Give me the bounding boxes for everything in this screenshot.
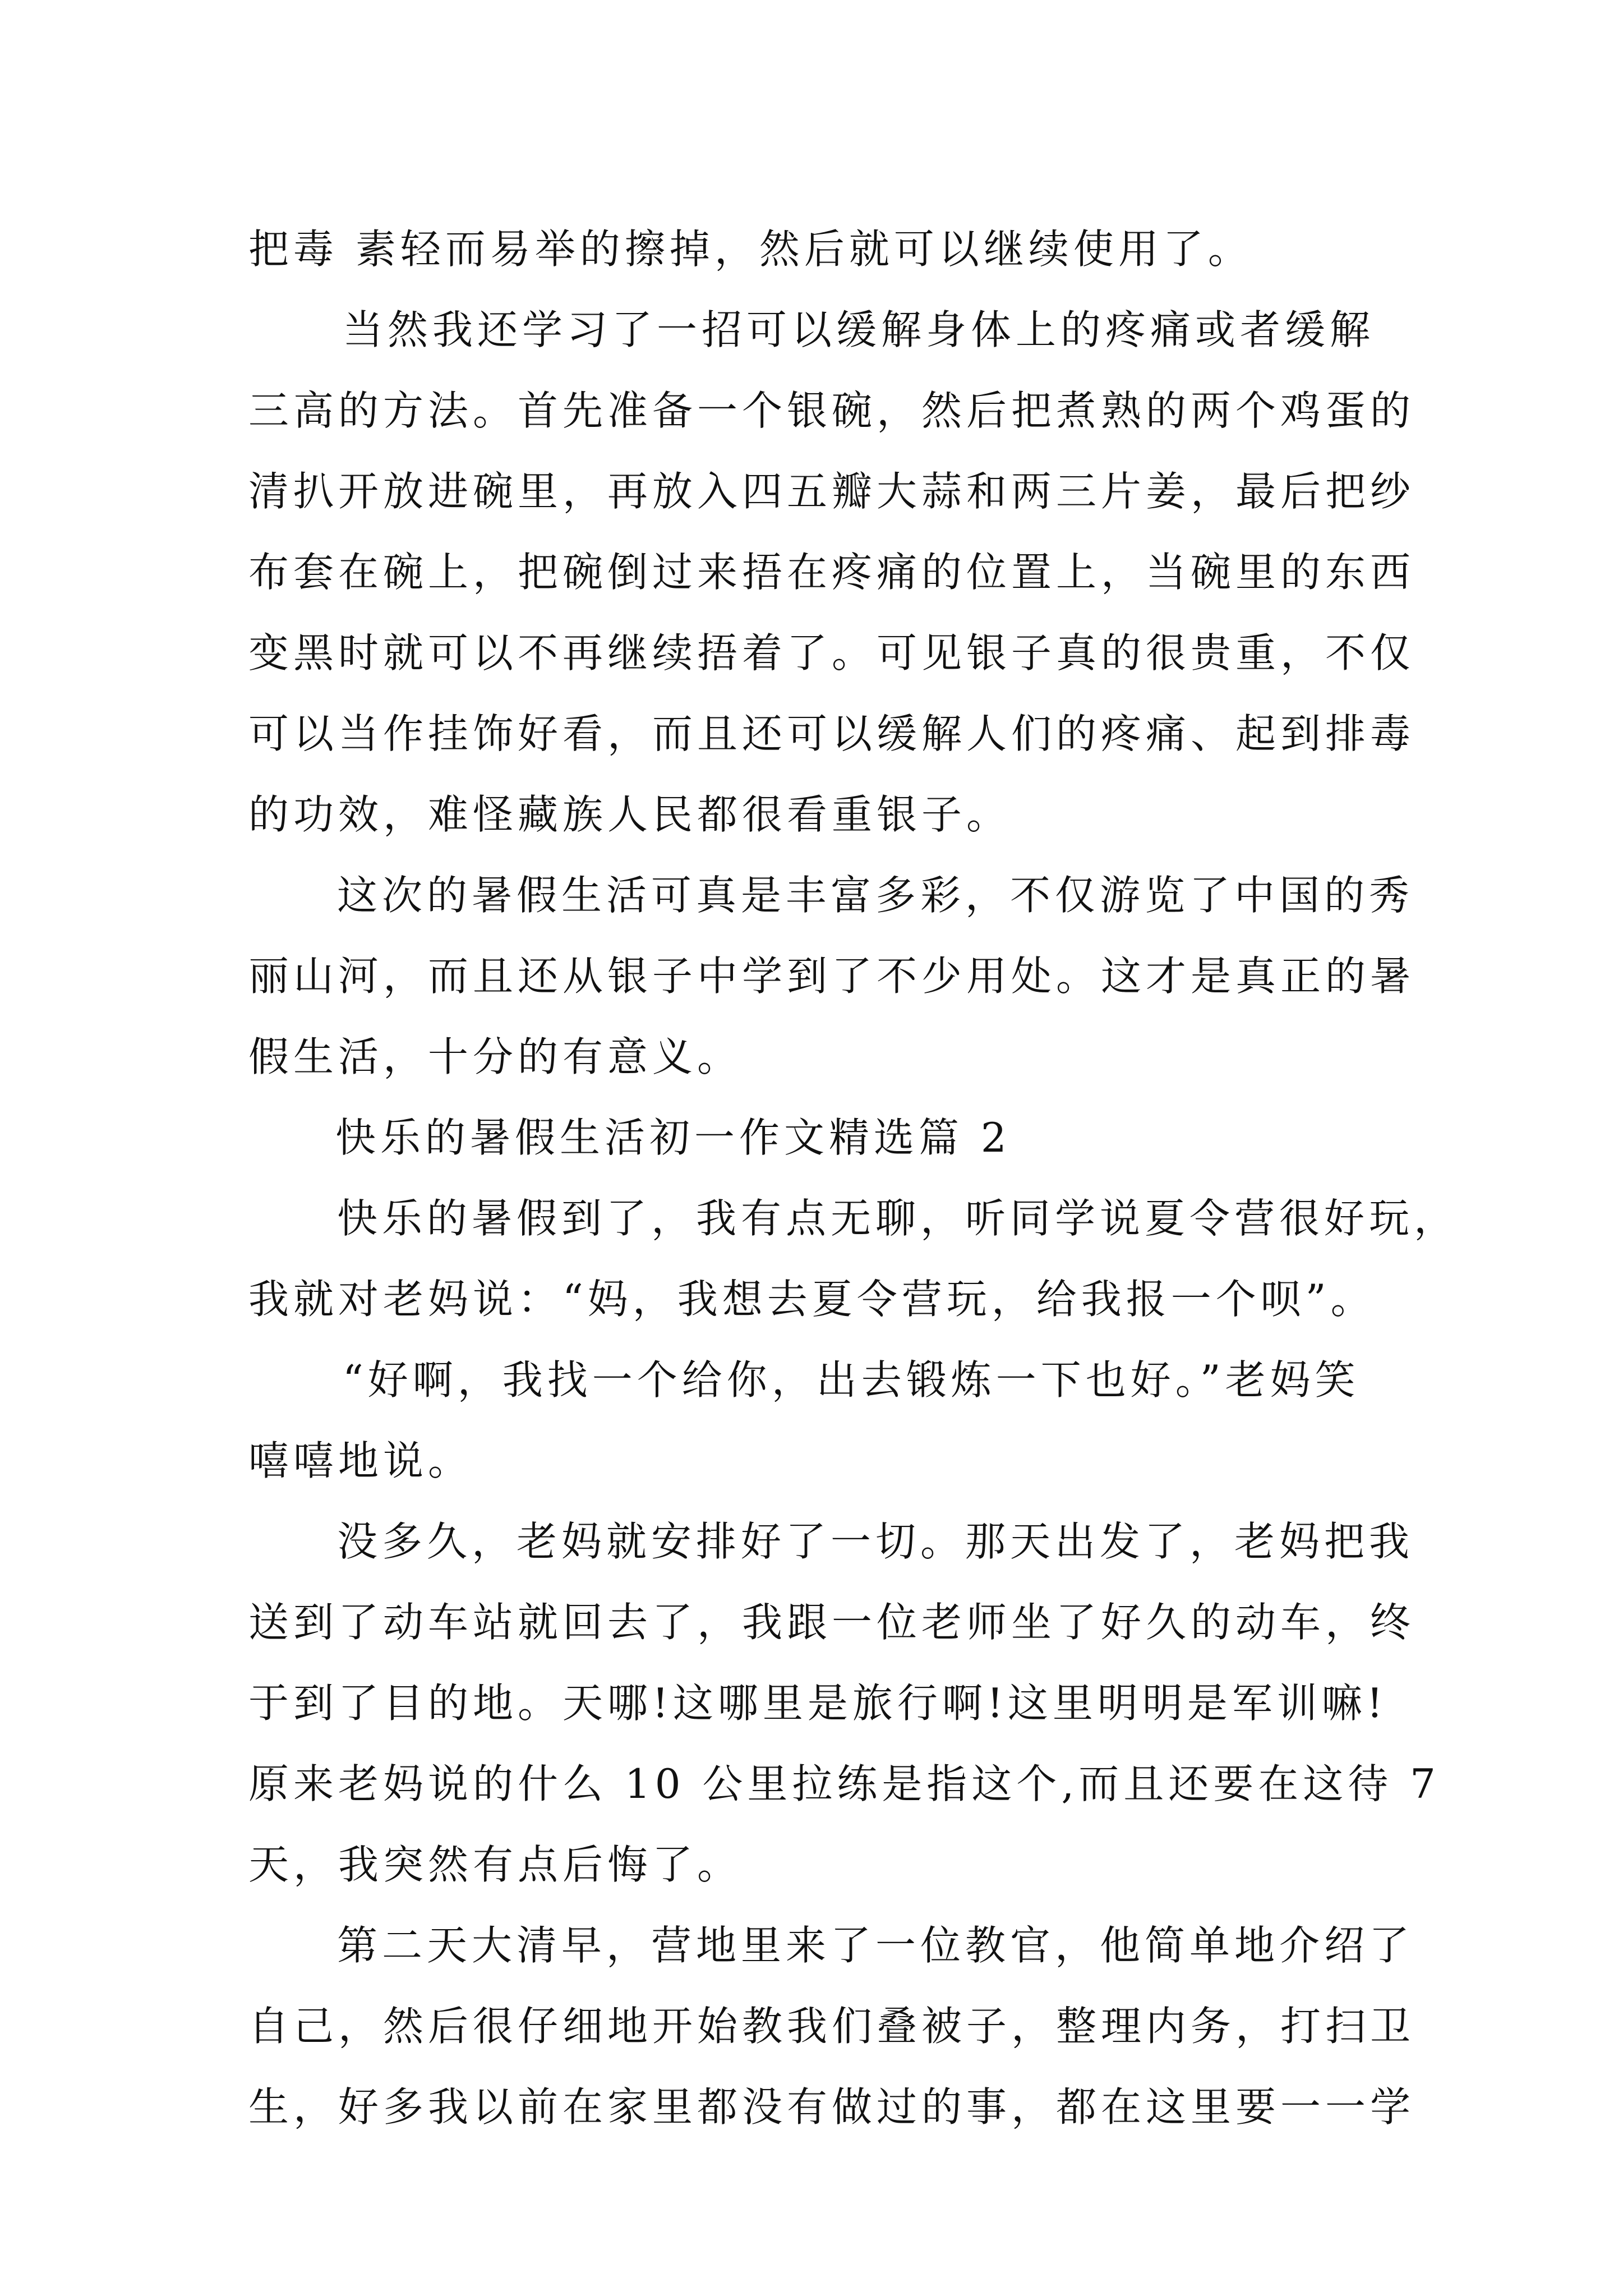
text-line: 布套在碗上，把碗倒过来捂在疼痛的位置上，当碗里的东西 bbox=[248, 549, 1415, 596]
text-line: 把毒 素轻而易举的擦掉，然后就可以继续使用了。 bbox=[248, 226, 1253, 273]
text-line: 嘻嘻地说。 bbox=[248, 1437, 473, 1484]
section-heading: 快乐的暑假生活初一作文精选篇 2 bbox=[335, 1114, 1011, 1161]
text-line: 丽山河，而且还从银子中学到了不少用处。这才是真正的暑 bbox=[248, 953, 1415, 1000]
text-line: “好啊，我找一个给你，出去锻炼一下也好。”老妈笑 bbox=[343, 1356, 1360, 1404]
text-line: 生，好多我以前在家里都没有做过的事，都在这里要一一学 bbox=[248, 2083, 1415, 2131]
document-body bbox=[248, 209, 1459, 2147]
text-line: 的功效，难怪藏族人民都很看重银子。 bbox=[248, 791, 1012, 838]
text-line: 快乐的暑假到了，我有点无聊，听同学说夏令营很好玩， bbox=[337, 1195, 1459, 1242]
text-line: 变黑时就可以不再继续捂着了。可见银子真的很贵重，不仅 bbox=[248, 629, 1415, 677]
text-line: 清扒开放进碗里，再放入四五瓣大蒜和两三片姜，最后把纱 bbox=[248, 468, 1415, 515]
text-line: 自己，然后很仔细地开始教我们叠被子，整理内务，打扫卫 bbox=[248, 2003, 1415, 2050]
text-line: 没多久，老妈就安排好了一切。那天出发了，老妈把我 bbox=[337, 1518, 1414, 1565]
text-line: 第二天大清早，营地里来了一位教官，他简单地介绍了 bbox=[337, 1922, 1414, 1969]
text-line: 这次的暑假生活可真是丰富多彩，不仅游览了中国的秀 bbox=[337, 872, 1414, 919]
text-line: 原来老妈说的什么 10 公里拉练是指这个,而且还要在这待 7 bbox=[248, 1760, 1440, 1807]
text-line: 当然我还学习了一招可以缓解身体上的疼痛或者缓解 bbox=[343, 306, 1375, 353]
text-line: 送到了动车站就回去了，我跟一位老师坐了好久的动车，终 bbox=[248, 1599, 1415, 1646]
text-line: 于到了目的地。天哪!这哪里是旅行啊!这里明明是军训嘛! bbox=[248, 1680, 1387, 1727]
text-line: 假生活，十分的有意义。 bbox=[248, 1033, 743, 1080]
text-line: 我就对老妈说：“妈，我想去夏令营玩，给我报一个呗”。 bbox=[248, 1276, 1376, 1323]
text-line: 天，我突然有点后悔了。 bbox=[248, 1841, 743, 1888]
text-line: 三高的方法。首先准备一个银碗，然后把煮熟的两个鸡蛋的 bbox=[248, 387, 1415, 434]
text-line: 可以当作挂饰好看，而且还可以缓解人们的疼痛、起到排毒 bbox=[248, 710, 1415, 757]
